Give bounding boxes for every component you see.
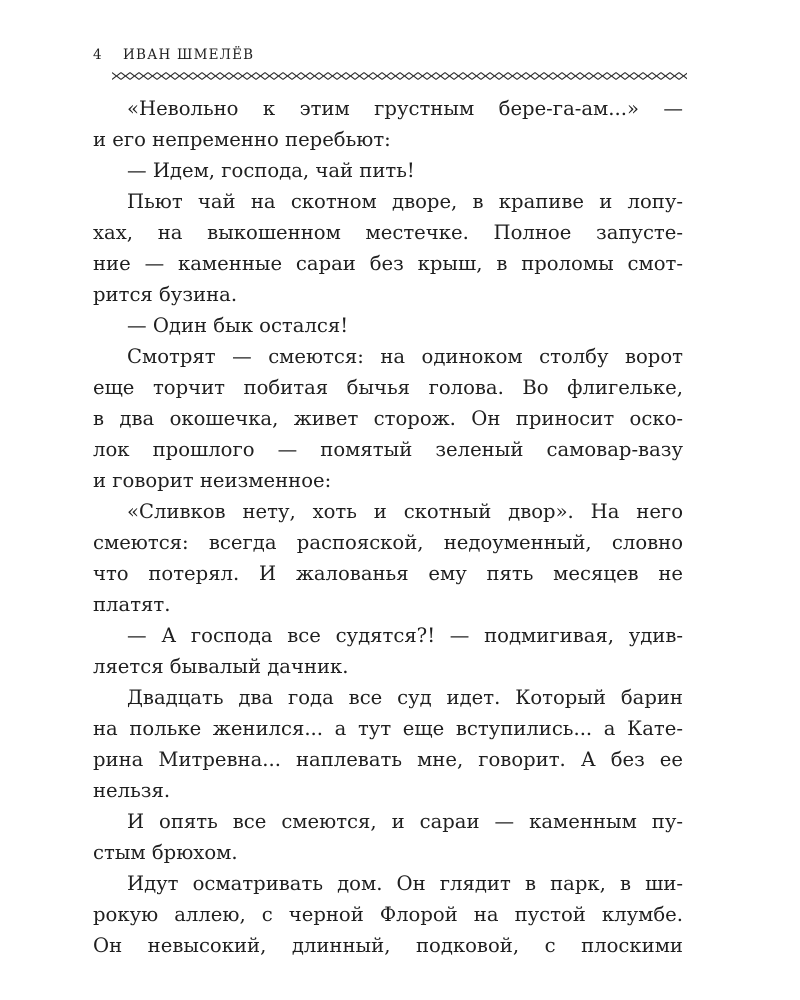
text-line: стым брюхом.: [93, 841, 238, 864]
text-line: еще торчит побитая бычья голова. Во флигельке,: [93, 376, 683, 399]
text-line: «Невольно к этим грустным бере-га-ам...» —: [127, 97, 683, 120]
running-header: [93, 47, 254, 63]
text-line: — Один бык остался!: [127, 314, 349, 337]
text-line: что потерял. И жалованья ему пять месяцев не: [93, 562, 683, 585]
ornamental-rule: [112, 71, 687, 81]
text-line: хах, на выкошенном местечке. Полное запусте-: [93, 221, 683, 244]
text-line: рится бузина.: [93, 283, 238, 306]
text-line: лок прошлого — помятый зеленый самовар-вазу: [93, 438, 683, 461]
text-line: Он невысокий, длинный, подковой, с плоскими: [93, 934, 683, 957]
text-line: рина Митревна... наплевать мне, говорит. А без ее: [93, 748, 683, 771]
text-line: и его непременно перебьют:: [93, 128, 391, 151]
text-line: в два окошечка, живет сторож. Он приносит оско-: [93, 407, 683, 430]
text-line: платят.: [93, 593, 171, 616]
text-line: Смотрят — смеются: на одиноком столбу ворот: [127, 345, 683, 368]
text-line: — Идем, господа, чай пить!: [127, 159, 415, 182]
running-title: ИВАН ШМЕЛЁВ: [123, 47, 255, 63]
text-line: Двадцать два года все суд идет. Который барин: [127, 686, 683, 709]
text-line: смеются: всегда распояской, недоуменный, словно: [93, 531, 683, 554]
text-line: «Сливков нету, хоть и скотный двор». На него: [127, 500, 683, 523]
text-line: — А господа все судятся?! — подмигивая, удив-: [127, 624, 683, 647]
text-line: на польке женился... а тут еще вступились... а Кате-: [93, 717, 683, 740]
text-line: Идут осматривать дом. Он глядит в парк, в ши-: [127, 872, 683, 895]
text-line: ние — каменные сараи без крыш, в проломы смот-: [93, 252, 683, 275]
text-line: нельзя.: [93, 779, 171, 802]
text-line: И опять все смеются, и сараи — каменным пу-: [127, 810, 683, 833]
text-line: Пьют чай на скотном дворе, в крапиве и лопу-: [127, 190, 683, 213]
body-text: [93, 93, 683, 961]
text-line: ляется бывалый дачник.: [93, 655, 349, 678]
page-number: 4: [93, 47, 103, 63]
text-line: и говорит неизменное:: [93, 469, 332, 492]
text-line: рокую аллею, с черной Флорой на пустой клумбе.: [93, 903, 683, 926]
